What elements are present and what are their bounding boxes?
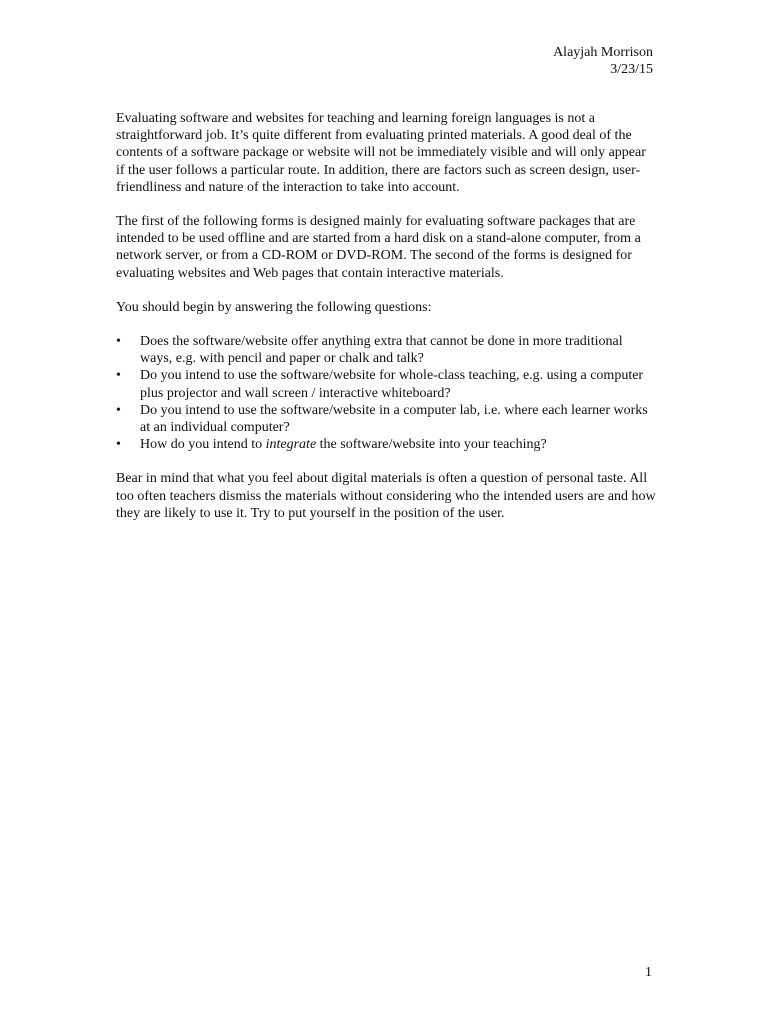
bullet-icon: • bbox=[116, 437, 121, 453]
questions-list bbox=[116, 333, 656, 453]
list-item-text: Does the software/website offer anything extra that cannot be done in more traditional ways, e.g. with pencil and paper or chalk and talk? bbox=[140, 334, 623, 367]
questions-intro-paragraph: You should begin by answering the following questions: bbox=[116, 299, 432, 315]
list-item-text: Do you intend to use the software/website for whole-class teaching, e.g. using a computer plus projector and wall screen / interactive whiteboard? bbox=[140, 368, 644, 401]
author-name: Alayjah Morrison bbox=[553, 45, 653, 60]
bullet-icon: • bbox=[116, 334, 121, 350]
emphasized-word: integrate bbox=[265, 437, 317, 453]
list-item bbox=[116, 367, 656, 401]
list-item bbox=[116, 402, 656, 436]
list-item-text-end: the software/website into your teaching? bbox=[316, 437, 547, 453]
page-number: 1 bbox=[645, 965, 652, 980]
forms-paragraph: The first of the following forms is designed mainly for evaluating software packages that are intended to be used offline and are started from a hard disk on a stand-alone computer, from a network server, or from a CD-ROM or DVD-ROM. The second of the forms is designed for evaluating websites and Web pages that contain interactive materials. bbox=[116, 214, 641, 281]
list-item-text-start: How do you intend to bbox=[140, 437, 266, 453]
document-date: 3/23/15 bbox=[610, 62, 653, 77]
intro-paragraph: Evaluating software and websites for teaching and learning foreign languages is not a straightforward job. It’s quite different from evaluating printed materials. A good deal of the contents of a software package or website will not be immediately visible and will only appear if the user follows a particular route. In addition, there are factors such as screen design, user-friendliness and nature of the interaction to take into account. bbox=[116, 111, 646, 195]
bullet-icon: • bbox=[116, 368, 121, 384]
closing-paragraph: Bear in mind that what you feel about digital materials is often a question of personal taste. All too often teachers dismiss the materials without considering who the intended users are and how they are likely to use it. Try to put yourself in the position of the user. bbox=[116, 471, 656, 521]
list-item bbox=[116, 333, 656, 367]
document-header bbox=[553, 44, 653, 78]
bullet-icon: • bbox=[116, 402, 121, 418]
list-item bbox=[116, 436, 656, 453]
list-item-text bbox=[140, 436, 656, 453]
list-item-text: Do you intend to use the software/website in a computer lab, i.e. where each learner works at an individual computer? bbox=[140, 402, 648, 436]
document-body bbox=[116, 110, 656, 522]
